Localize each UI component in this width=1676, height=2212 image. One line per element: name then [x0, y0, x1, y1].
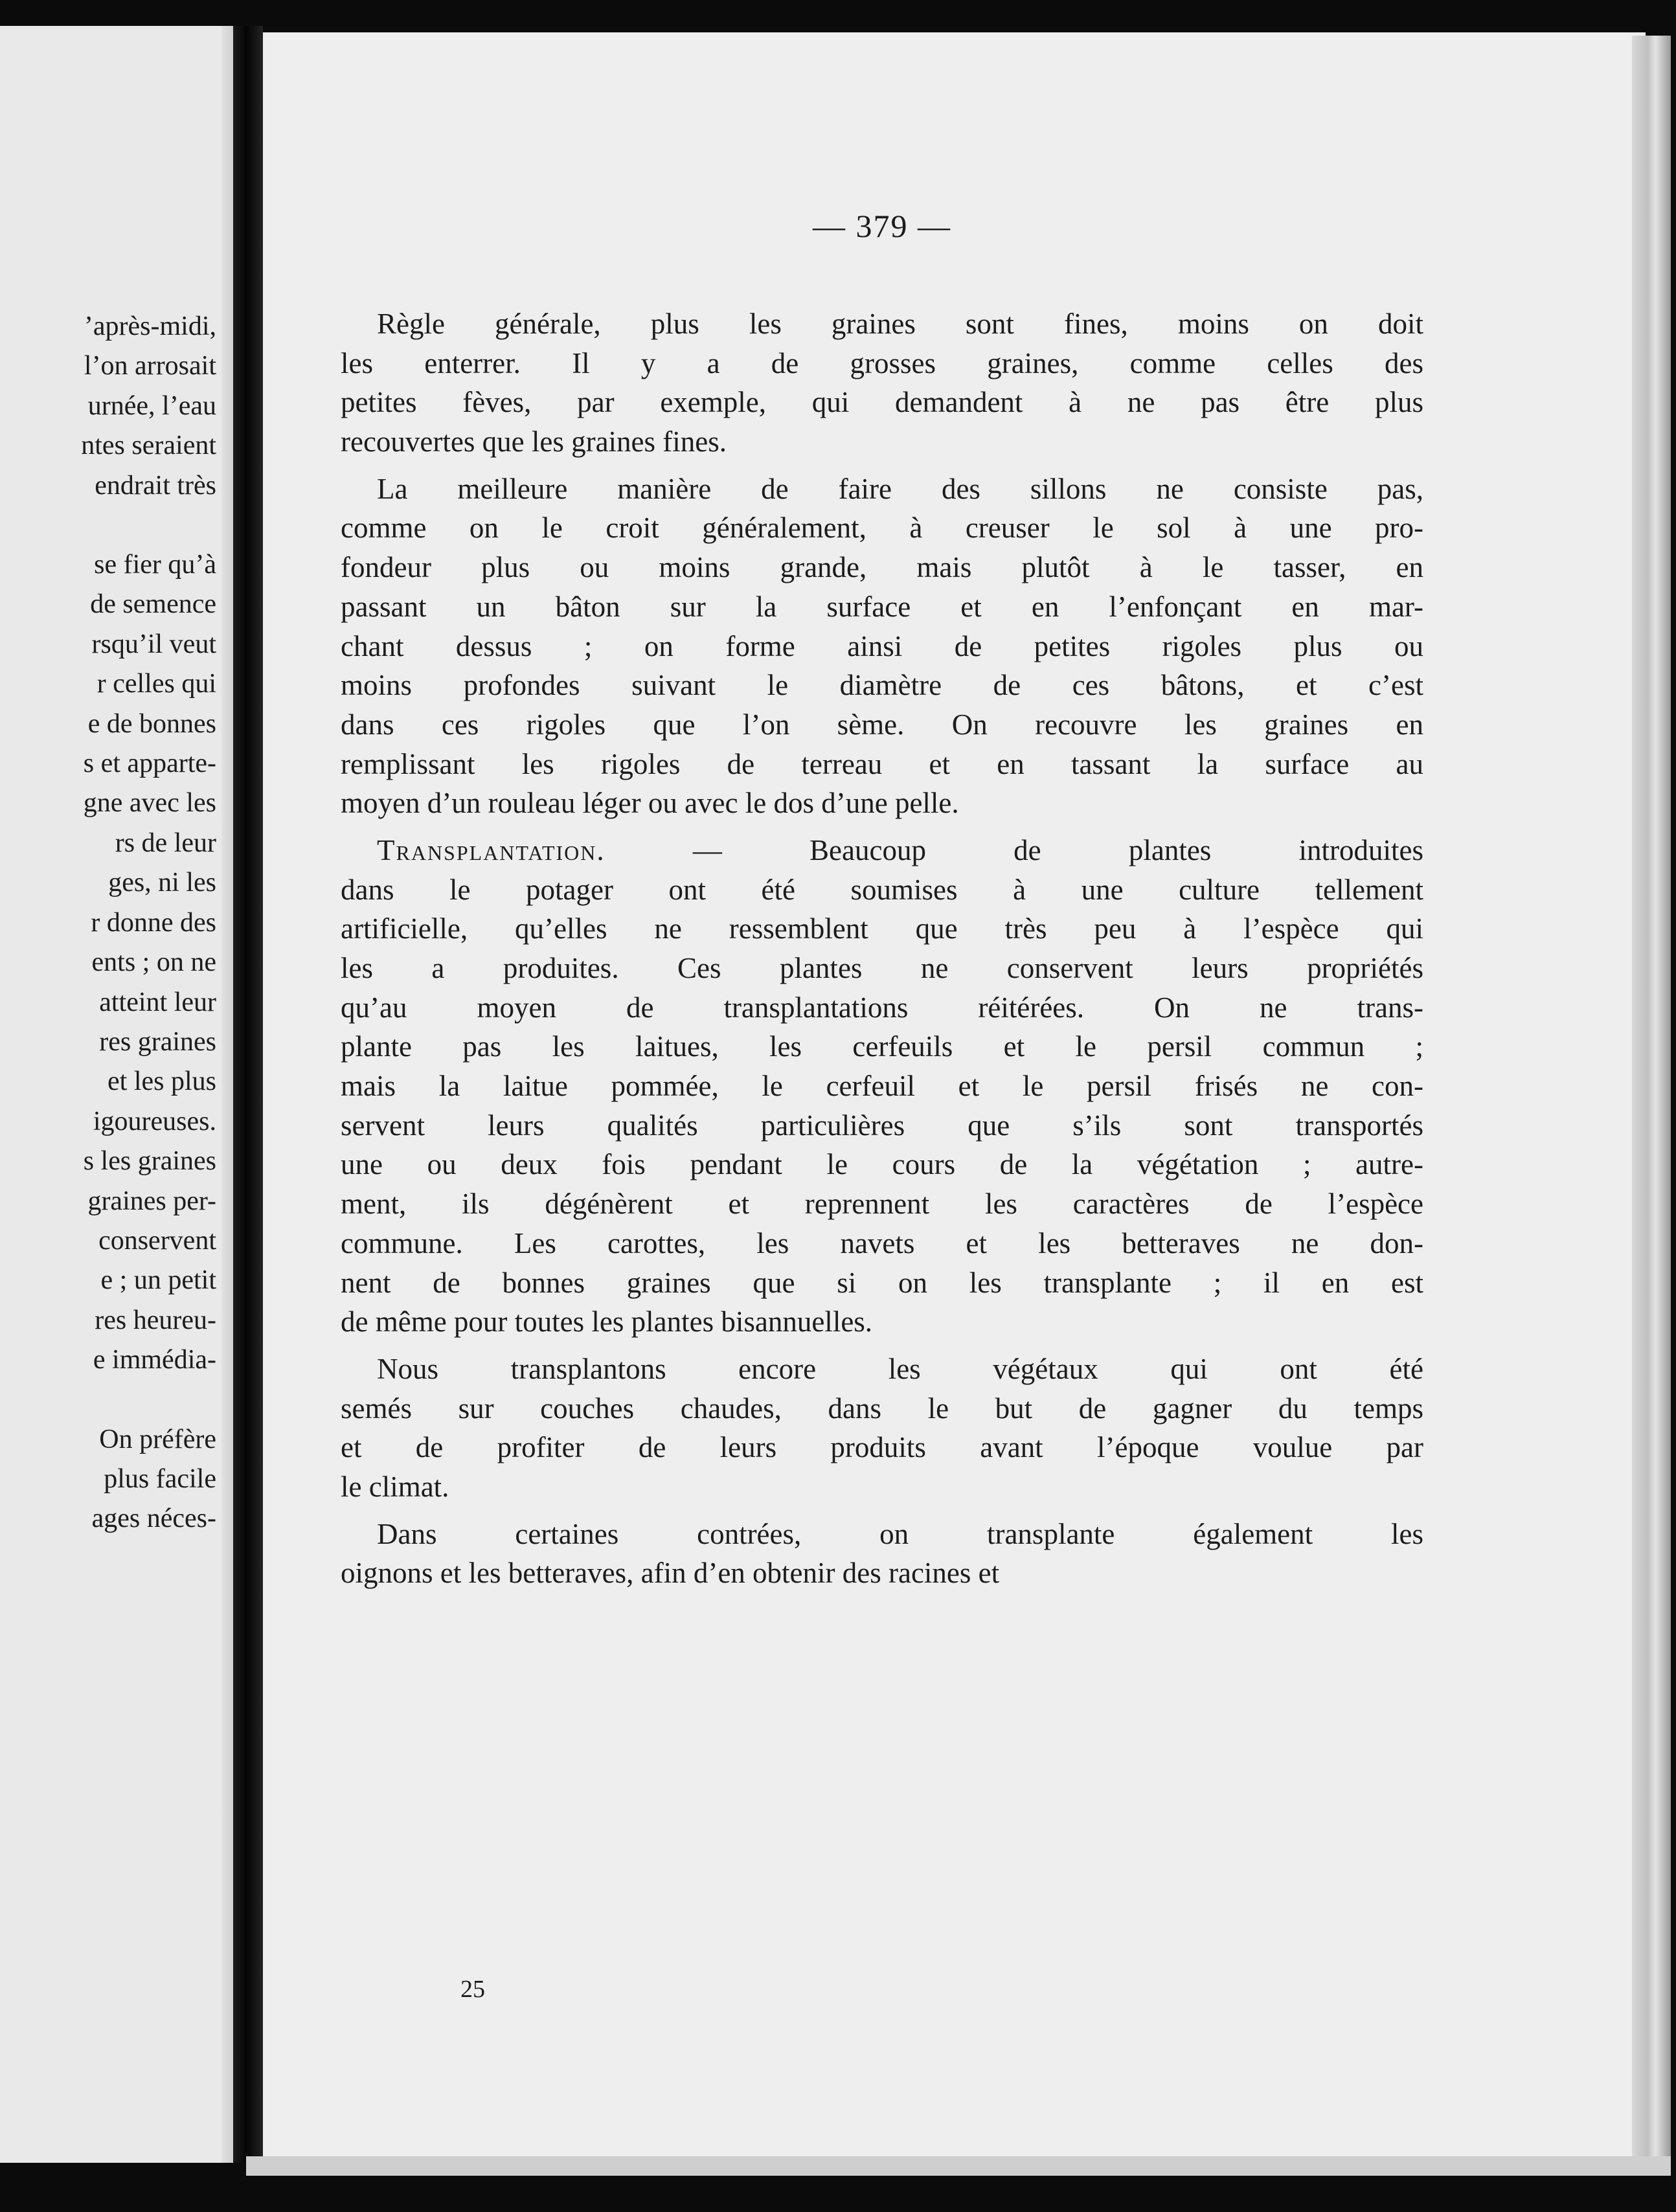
text-line: commune. Les carottes, les navets et les betteraves ne don-	[341, 1226, 1423, 1259]
text-line: semés sur couches chaudes, dans le but de gagner du temps	[341, 1392, 1423, 1425]
left-line: conservent	[98, 1225, 216, 1256]
text-line: nent de bonnes graines que si on les transplante ; il en est	[341, 1266, 1423, 1299]
left-line: igoureuses.	[93, 1106, 216, 1136]
text-line-content: — Beaucoup de plantes introduites	[692, 833, 1423, 866]
text-line: passant un bâton sur la surface et en l’enfonçant en mar-	[341, 590, 1423, 623]
left-line: On préfère	[99, 1424, 216, 1454]
text-line: ment, ils dégénèrent et reprennent les caractères de l’espèce	[341, 1188, 1423, 1221]
section-heading: Transplantation.	[377, 833, 606, 866]
left-line: atteint leur	[99, 987, 216, 1017]
left-line: endrait très	[95, 470, 216, 501]
text-line: les a produites. Ces plantes ne conservent leurs propriétés	[341, 952, 1423, 984]
left-line: res graines	[99, 1026, 216, 1057]
text-line: dans ces rigoles que l’on sème. On recouvre les graines en	[341, 708, 1423, 741]
text-line: mais la laitue pommée, le cerfeuil et le persil frisés ne con-	[341, 1070, 1423, 1103]
body-text	[341, 304, 1423, 1593]
text-line: une ou deux fois pendant le cours de la végétation ; autre-	[341, 1148, 1423, 1181]
left-line: s et apparte-	[83, 749, 216, 779]
page-number: — 379 —	[813, 208, 951, 244]
left-line: r celles qui	[96, 669, 216, 699]
text-line: qu’au moyen de transplantations réitérées. On ne trans-	[341, 991, 1423, 1024]
left-line: rsqu’il veut	[91, 629, 216, 659]
left-facing-page	[0, 26, 233, 2163]
text-line: remplissant les rigoles de terreau et en tassant la surface au	[341, 747, 1423, 780]
left-line: rs de leur	[115, 828, 216, 858]
left-line: urnée, l’eau	[87, 390, 216, 421]
text-line: artificielle, qu’elles ne ressemblent que très peu à l’espèce qui	[341, 912, 1423, 945]
text-line: plante pas les laitues, les cerfeuils et le persil commun ;	[341, 1030, 1423, 1063]
left-line: s les graines	[83, 1146, 216, 1177]
text-line: Dans certaines contrées, on transplante également les	[377, 1517, 1423, 1550]
text-line: comme on le croit généralement, à creuser le sol à une pro-	[341, 512, 1423, 545]
text-line: La meilleure manière de faire des sillons ne consiste pas,	[377, 472, 1423, 505]
text-line: Nous transplantons encore les végétaux qui ont été	[377, 1352, 1423, 1385]
text-line: de même pour toutes les plantes bisannuelles.	[341, 1305, 873, 1338]
left-line-gap	[3, 506, 216, 545]
page-edge	[1632, 36, 1671, 2160]
left-line: ages néces-	[91, 1504, 216, 1534]
text-line: Règle générale, plus les graines sont fines, moins on doit	[377, 308, 1423, 340]
text-line: petites fèves, par exemple, qui demandent à ne pas être plus	[341, 386, 1423, 419]
text-line: oignons et les betteraves, afin d’en obtenir des racines et	[341, 1557, 1000, 1590]
left-line: e de bonnes	[87, 708, 216, 739]
left-page-text	[3, 307, 216, 1539]
left-line: e immédia-	[93, 1345, 216, 1375]
text-line: fondeur plus ou moins grande, mais plutôt à le tasser, en	[341, 551, 1423, 584]
text-line: chant dessus ; on forme ainsi de petites rigoles plus ou	[341, 629, 1423, 662]
text-line	[341, 831, 1423, 870]
left-line: gne avec les	[83, 788, 216, 818]
left-line: se fier qu’à	[94, 550, 216, 580]
text-line: le climat.	[341, 1470, 449, 1503]
left-line: ntes seraient	[81, 431, 216, 461]
left-line: ’après-midi,	[84, 311, 216, 341]
text-line: moins profondes suivant le diamètre de ces bâtons, et c’est	[341, 669, 1423, 702]
left-line: r donne des	[91, 907, 216, 938]
paragraph-gap	[341, 462, 1423, 469]
left-line: e ; un petit	[100, 1265, 216, 1296]
text-line: moyen d’un rouleau léger ou avec le dos d’une pelle.	[341, 787, 959, 820]
paragraph-gap	[341, 1507, 1423, 1515]
left-line: res heureu-	[95, 1305, 216, 1335]
signature-mark: 25	[460, 1976, 485, 2003]
left-line-gap	[3, 1381, 216, 1420]
text-line: servent leurs qualités particulières que s’ils sont transportés	[341, 1109, 1423, 1142]
right-page	[263, 32, 1646, 2160]
text-line: les enterrer. Il y a de grosses graines, comme celles des	[341, 346, 1423, 379]
left-line: graines per-	[87, 1186, 216, 1216]
paragraph-gap	[341, 823, 1423, 831]
left-line: ges, ni les	[108, 868, 216, 898]
left-line: plus facile	[104, 1463, 216, 1494]
text-line: recouvertes que les graines fines.	[341, 425, 727, 458]
page-bottom-edge	[246, 2156, 1671, 2176]
text-line: dans le potager ont été soumises à une culture tellement	[341, 873, 1423, 906]
left-line: et les plus	[108, 1066, 216, 1097]
left-line: ents ; on ne	[91, 947, 216, 978]
book-gutter	[233, 26, 263, 2163]
left-line: de semence	[90, 589, 216, 620]
left-line: l’on arrosait	[84, 351, 216, 381]
text-line: et de profiter de leurs produits avant l’époque voulue par	[341, 1431, 1423, 1464]
paragraph-gap	[341, 1342, 1423, 1349]
